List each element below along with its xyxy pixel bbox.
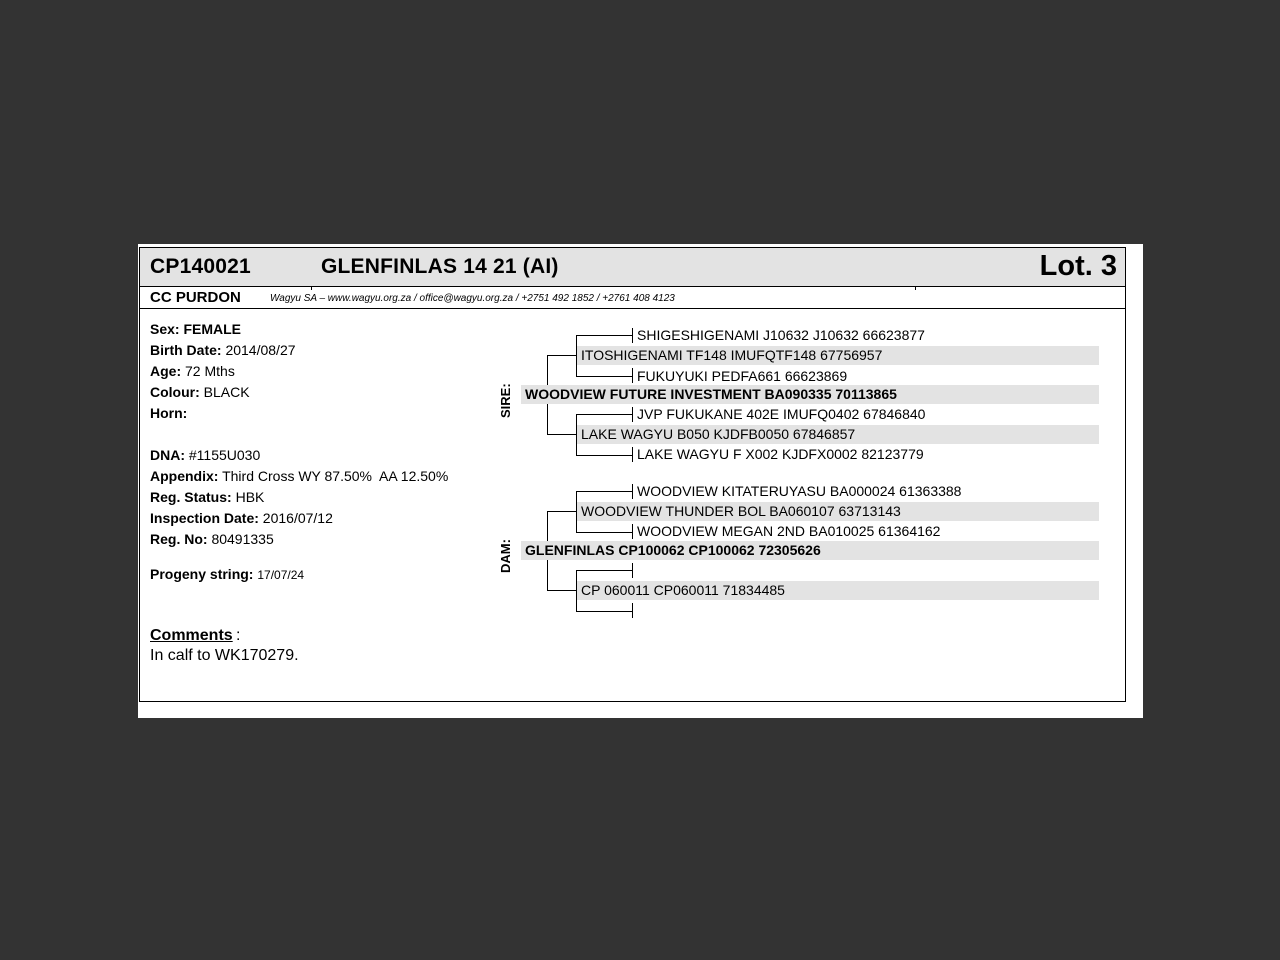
sex-row [150, 319, 448, 340]
birth-date-value: 2014/08/27 [225, 342, 296, 358]
dna-label: DNA: [150, 447, 185, 463]
tree-line [632, 563, 633, 578]
tree-line [576, 455, 632, 456]
reg-no-row [150, 529, 448, 550]
pedigree-sire-dam-sire: JVP FUKUKANE 402E IMUFQ0402 67846840 [637, 406, 926, 422]
tree-line [547, 434, 576, 435]
pedigree-dam-sire-dam: WOODVIEW MEGAN 2ND BA010025 61364162 [637, 523, 941, 539]
tree-line [547, 590, 576, 591]
progeny-label: Progeny string: [150, 566, 254, 582]
animal-name: GLENFINLAS 14 21 (AI) [321, 255, 559, 278]
sex-label: Sex: [150, 321, 180, 337]
pedigree-dam: GLENFINLAS CP100062 CP100062 72305626 [521, 541, 1099, 560]
colour-row [150, 382, 448, 403]
reg-no-value: 80491335 [211, 531, 274, 547]
sex-value: FEMALE [183, 321, 242, 337]
pedigree-sire-sire-sire: SHIGESHIGENAMI J10632 J10632 66623877 [637, 327, 925, 343]
comments-heading: Comments [150, 627, 233, 644]
dna-value: #1155U030 [188, 447, 261, 463]
age-value: 72 Mths [185, 363, 235, 379]
reg-no-label: Reg. No: [150, 531, 208, 547]
tree-line [547, 511, 576, 512]
birth-date-label: Birth Date: [150, 342, 222, 358]
inspection-date-label: Inspection Date: [150, 510, 259, 526]
inspection-date-row [150, 508, 448, 529]
tree-line [576, 414, 632, 415]
comments-text: In calf to WK170279. [150, 647, 299, 664]
animal-details [150, 319, 448, 550]
pedigree-sire-dam: LAKE WAGYU B050 KJDFB0050 67846857 [577, 425, 1099, 444]
inspection-date-value: 2016/07/12 [262, 510, 333, 526]
tree-line [576, 570, 632, 571]
age-row [150, 361, 448, 382]
dna-row [150, 445, 448, 466]
progeny-row [150, 566, 304, 582]
reg-status-value: HBK [235, 489, 265, 505]
pedigree-sire-sire: ITOSHIGENAMI TF148 IMUFQTF148 67756957 [577, 346, 1099, 365]
owner-row [140, 287, 1125, 309]
contact-info: Wagyu SA – www.wagyu.org.za / office@wagyu.org.za / +2751 492 1852 / +2761 408 4123 [270, 293, 675, 304]
lot-card: CP140021 GLENFINLAS 14 21 (AI) Lot. 3 CC PURDON Wagyu SA – www.wagyu.org.za / office@wagyu.org.za / +2751 492 1852 / +2761 408 4123 Sex: FEMALE Birth Date: 2014/08/27 Age: 72 Mths Colour: BLACK Horn: DNA: #1155U030 Appendix: Third Cross WY 87.50% AA 12.50% Reg. Status: HBK Inspection Date: 2016/07/12 Reg. No: 80491335 Progeny string: 17/07/24 Comments : In calf to WK170279. SIRE: DAM: SHIGESHIGENAMI J10632 J10632 66623877 ITOSHIGENAMI TF148 IMUFQTF148 67756957 FUKUYUKI PEDFA661 66623869 WOODVIEW FUTURE INVESTMENT BA090335 70113865 JVP FUKUKANE 402E IMUFQ0402 67846840 LAKE WAGYU B050 KJDFB0050 67846857 LAKE WAGYU F X002 KJDFX0002 82123779 WOODVIEW KITATERUYASU BA000024 61363388 WOODVIEW THUNDER BOL BA060107 63713143 WOODVIEW MEGAN 2ND BA010025 61364162 GLENFINLAS CP100062 CP100062 72305626 CP 060011 CP060011 71834485 [139, 247, 1126, 702]
colour-label: Colour: [150, 384, 200, 400]
tree-line [576, 532, 632, 533]
tree-line [576, 611, 632, 612]
pedigree-sire: WOODVIEW FUTURE INVESTMENT BA090335 70113865 [521, 385, 1099, 404]
dam-side-label: DAM: [498, 539, 513, 573]
horn-label: Horn: [150, 405, 188, 421]
lot-number: Lot. 3 [1039, 250, 1117, 282]
animal-id: CP140021 [150, 255, 251, 278]
appendix-label: Appendix: [150, 468, 219, 484]
header-row [140, 248, 1125, 287]
tree-line [576, 335, 632, 336]
birth-date-row [150, 340, 448, 361]
tree-line [576, 491, 632, 492]
pedigree-dam-dam: CP 060011 CP060011 71834485 [577, 581, 1099, 600]
breeder-name: CC PURDON [150, 289, 241, 306]
tree-line [547, 355, 576, 356]
colour-value: BLACK [203, 384, 250, 400]
tree-line [576, 376, 632, 377]
pedigree-sire-dam-dam: LAKE WAGYU F X002 KJDFX0002 82123779 [637, 446, 924, 462]
pedigree-dam-sire: WOODVIEW THUNDER BOL BA060107 63713143 [577, 502, 1099, 521]
progeny-value: 17/07/24 [257, 568, 305, 582]
pedigree-sire-sire-dam: FUKUYUKI PEDFA661 66623869 [637, 368, 848, 384]
reg-status-label: Reg. Status: [150, 489, 232, 505]
sire-side-label: SIRE: [498, 383, 513, 418]
age-label: Age: [150, 363, 182, 379]
appendix-row [150, 466, 448, 487]
appendix-value: Third Cross WY 87.50% AA 12.50% [222, 468, 449, 484]
horn-row [150, 403, 448, 424]
lot-sheet [138, 244, 1143, 718]
pedigree-dam-sire-sire: WOODVIEW KITATERUYASU BA000024 61363388 [637, 483, 962, 499]
reg-status-row [150, 487, 448, 508]
tree-line [632, 603, 633, 618]
